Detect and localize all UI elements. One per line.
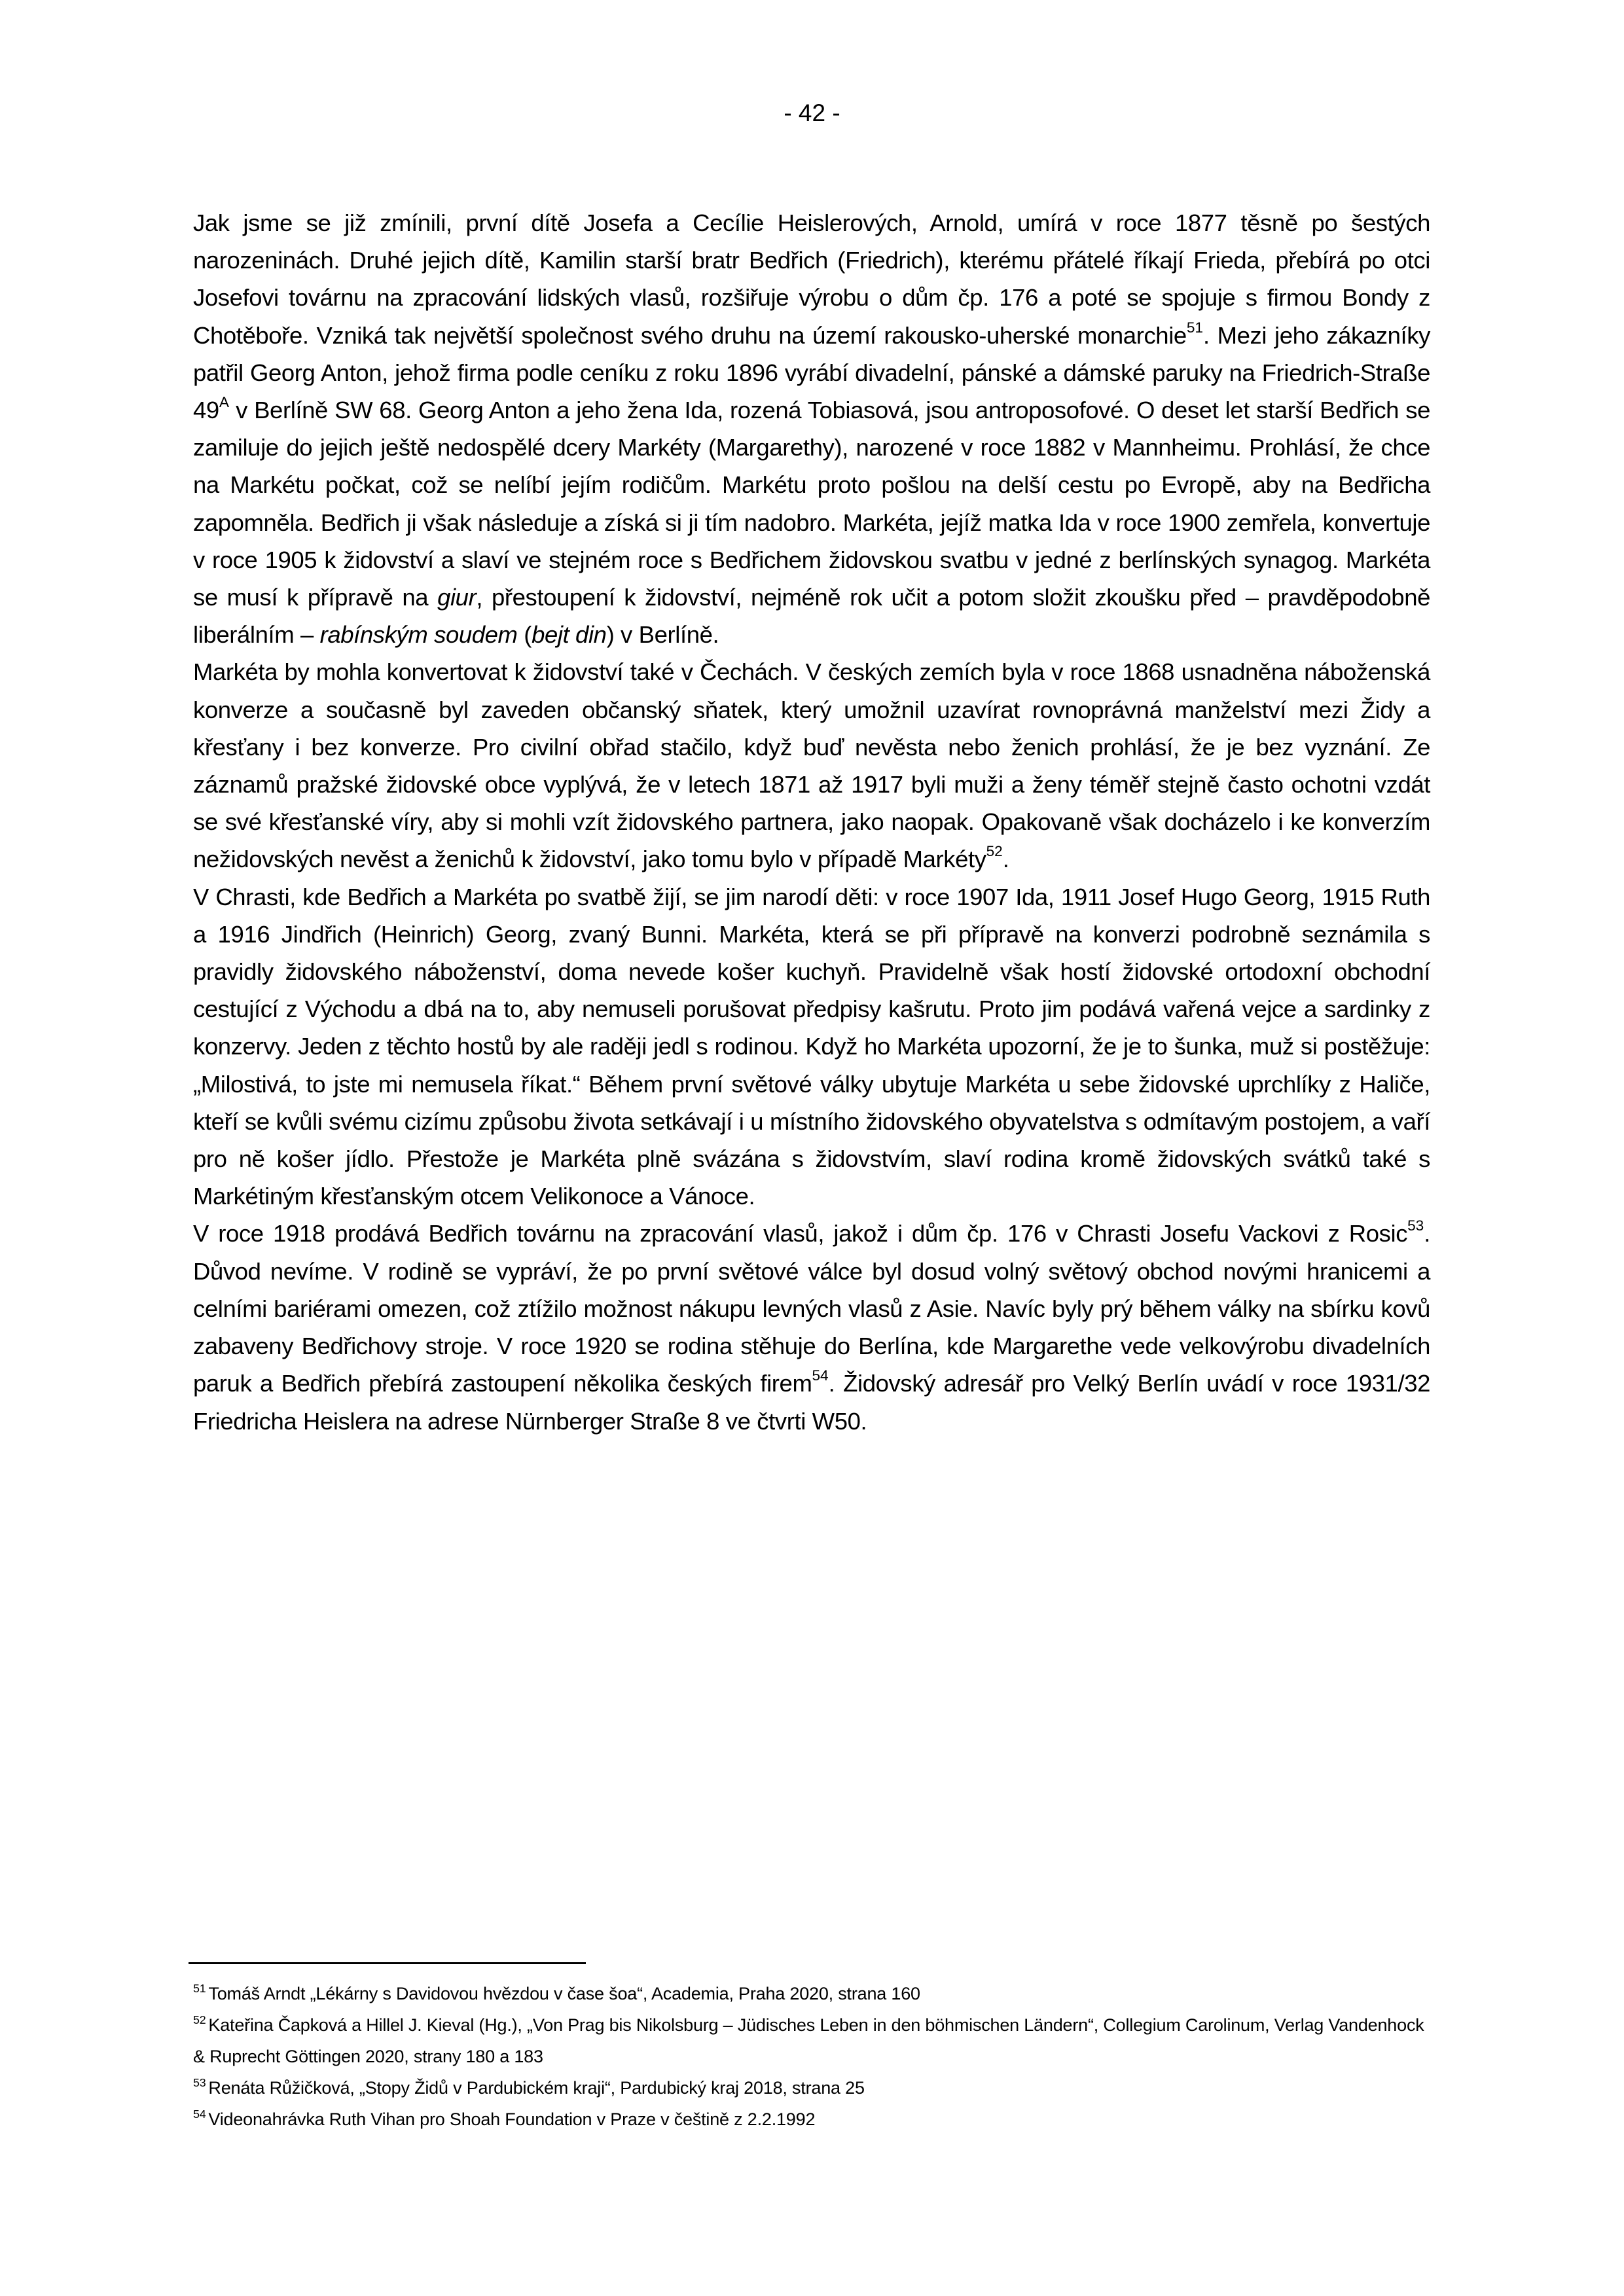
text-run: ( bbox=[517, 621, 532, 649]
footnote-number: 51 bbox=[193, 1982, 206, 1996]
body-text bbox=[193, 204, 1430, 1440]
text-run: . bbox=[1002, 846, 1009, 873]
paragraph bbox=[193, 1215, 1430, 1439]
footnote bbox=[193, 1978, 1430, 2009]
footnote-number: 52 bbox=[193, 2013, 206, 2027]
text-run: V roce 1918 prodává Bedřich továrnu na zpracování vlasů, jakož i dům čp. 176 v Chrasti Josefu Vackovi z Rosic bbox=[193, 1220, 1408, 1247]
text-run: V Chrasti, kde Bedřich a Markéta po svatbě žijí, se jim narodí děti: v roce 1907 Ida, 1911 Josef Hugo Georg, 1915 Ruth a 1916 Jindřich (Heinrich) Georg, zvaný Bunni. Markéta, která se při přípravě na konverzi podrobně seznámila s pravidly židovského náboženství, doma nevede košer kuchyň. Pravidelně však hostí židovské ortodoxní obchodní cestující z Východu a dbá na to, aby nemuseli porušovat předpisy kašrutu. Proto jim podává vařená vejce a sardinky z konzervy. Jeden z těchto hostů by ale raději jedl s rodinou. Když ho Markéta upozorní, že je to šunka, muž si postěžuje: „Milostivá, to jste mi nemusela říkat.“ Během první světové války ubytuje Markéta u sebe židovské uprchlíky z Haliče, kteří se kvůli svému cizímu způsobu života setkávají i u místního židovského obyvatelstva s odmítavým postojem, a vaří pro ně košer jídlo. Přestože je Markéta plně svázána s židovstvím, slaví rodina kromě židovských svátků také s Markétiným křesťanským otcem Velikonoce a Vánoce. bbox=[193, 883, 1430, 1210]
footnote bbox=[193, 2104, 1430, 2135]
footnote-reference: 51 bbox=[1186, 319, 1203, 336]
italic-term: bejt din bbox=[532, 621, 607, 649]
footnote-separator bbox=[189, 1962, 586, 1964]
footnote-reference: 54 bbox=[812, 1367, 829, 1384]
footnote-reference: 53 bbox=[1407, 1217, 1424, 1234]
footnote-reference: A bbox=[219, 394, 229, 411]
footnote bbox=[193, 2009, 1430, 2072]
footnote-number: 53 bbox=[193, 2076, 206, 2090]
text-run: Markéta by mohla konvertovat k židovství také v Čechách. V českých zemích byla v roce 1868 usnadněna náboženská konverze a současně byl zaveden občanský sňatek, který umožnil uzavírat rovnoprávná manželství mezi Židy a křesťany i bez konverze. Pro civilní obřad stačilo, když buď nevěsta nebo ženich prohlásí, že je bez vyznání. Ze záznamů pražské židovské obce vyplývá, že v letech 1871 až 1917 byli muži a ženy téměř stejně často ochotni vzdát se své křesťanské víry, aby si mohli vzít židovského partnera, jako naopak. Opakovaně však docházelo i ke konverzím nežidovských nevěst a ženichů k židovství, jako tomu bylo v případě Markéty bbox=[193, 658, 1430, 873]
text-run: . Židovský adresář pro Velký Berlín uvádí v roce 1931/32 Friedricha Heislera na adrese Nürnberger Straße 8 ve čtvrti W50. bbox=[193, 1370, 1430, 1435]
footnotes bbox=[193, 1978, 1430, 2135]
footnote-number: 54 bbox=[193, 2108, 206, 2121]
footnote-text: Videonahrávka Ruth Vihan pro Shoah Foundation v Praze v češtině z 2.2.1992 bbox=[208, 2109, 816, 2129]
footnote bbox=[193, 2072, 1430, 2104]
text-run: Jak jsme se již zmínili, první dítě Josefa a Cecílie Heislerových, Arnold, umírá v roce 1877 těsně po šestých narozeninách. Druhé jejich dítě, Kamilin starší bratr Bedřich (Friedrich), kterému přátelé říkají Frieda, přebírá po otci Josefovi továrnu na zpracování lidských vlasů, rozšiřuje výrobu o dům čp. 176 a poté se spojuje s firmou Bondy z Chotěboře. Vzniká tak největší společnost svého druhu na území rakousko-uherské monarchie bbox=[193, 209, 1430, 349]
text-run: . Mezi jeho zákazníky patřil Georg Anton, jehož firma podle ceníku z roku 1896 vyrábí divadelní, pánské a dámské paruky na Friedrich-Straße 49 bbox=[193, 321, 1430, 424]
paragraph bbox=[193, 204, 1430, 653]
page-number: - 42 - bbox=[784, 99, 840, 126]
footnote-text: Renáta Růžičková, „Stopy Židů v Pardubickém kraji“, Pardubický kraj 2018, strana 25 bbox=[208, 2078, 865, 2098]
text-run: . Důvod nevíme. V rodině se vypráví, že po první světové válce byl dosud volný světový obchod novými hranicemi a celními bariérami omezen, což ztížilo možnost nákupu levných vlasů z Asie. Navíc byly prý během války na sbírku kovů zabaveny Bedřichovy stroje. V roce 1920 se rodina stěhuje do Berlína, kde Margarethe vede velkovýrobu divadelních paruk a Bedřich přebírá zastoupení několika českých firem bbox=[193, 1220, 1430, 1397]
italic-term: rabínským soudem bbox=[319, 621, 518, 649]
paragraph bbox=[193, 653, 1430, 878]
footnote-text: Tomáš Arndt „Lékárny s Davidovou hvězdou v čase šoa“, Academia, Praha 2020, strana 160 bbox=[208, 1984, 920, 2003]
footnote-text: Kateřina Čapková a Hillel J. Kieval (Hg.), „Von Prag bis Nikolsburg – Jüdisches Leben in den böhmischen Ländern“, Collegium Carolinum, Verlag Vandenhock & Ruprecht Göttingen 2020, strany 180 a 183 bbox=[193, 2015, 1424, 2066]
footnote-reference: 52 bbox=[986, 843, 1003, 860]
text-run: ) v Berlíně. bbox=[606, 621, 719, 649]
paragraph bbox=[193, 878, 1430, 1215]
text-run: , přestoupení k židovství, nejméně rok učit a potom složit zkoušku před – pravděpodobně liberálním – bbox=[193, 584, 1430, 649]
italic-term: giur bbox=[437, 584, 477, 611]
text-run: v Berlíně SW 68. Georg Anton a jeho žena Ida, rozená Tobiasová, jsou antroposofové. O deset let starší Bedřich se zamiluje do jejich ještě nedospělé dcery Markéty (Margarethy), narozené v roce 1882 v Mannheimu. Prohlásí, že chce na Markétu počkat, což se nelíbí jejím rodičům. Markétu proto pošlou na delší cestu po Evropě, aby na Bedřicha zapomněla. Bedřich ji však následuje a získá si ji tím nadobro. Markéta, jejíž matka Ida v roce 1900 zemřela, konvertuje v roce 1905 k židovství a slaví ve stejném roce s Bedřichem židovskou svatbu v jedné z berlínských synagog. Markéta se musí k přípravě na bbox=[193, 397, 1430, 611]
